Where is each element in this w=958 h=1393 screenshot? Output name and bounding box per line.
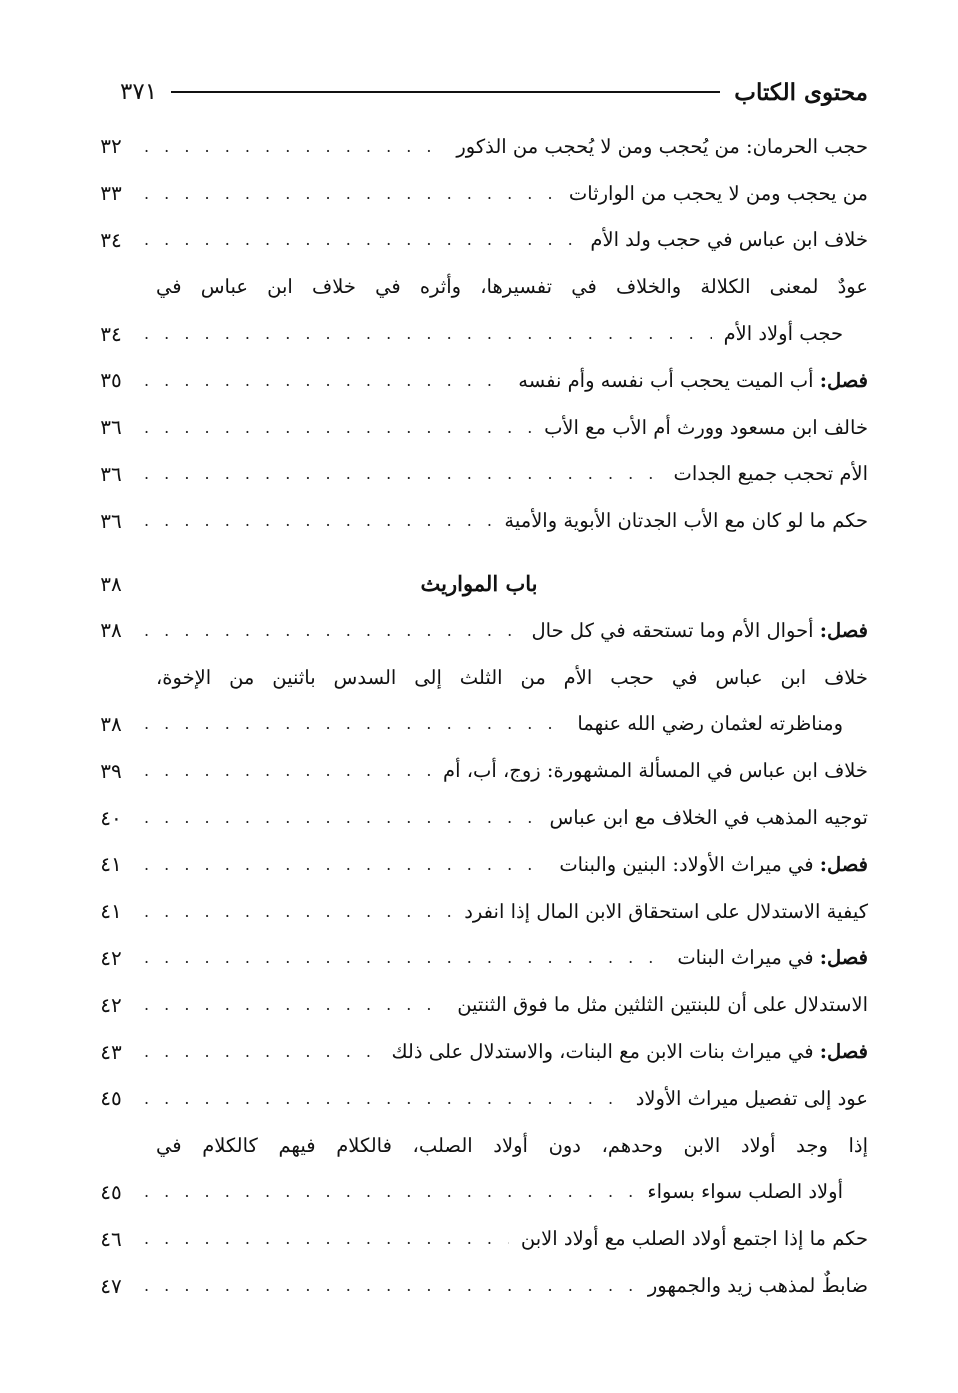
toc-entry <box>90 217 868 264</box>
section-heading-row <box>90 560 868 607</box>
entry-label <box>677 946 868 969</box>
toc-entry <box>90 888 868 935</box>
entry-label-line1: إذا وجد أولاد الابن وحدهم، دون أولاد الصلب، فالكلام فيهم كالكلام في <box>156 1133 868 1157</box>
entry-text: في ميراث البنات <box>677 946 814 970</box>
entry-page: ٣٩ <box>100 758 122 783</box>
leader-dots <box>144 995 445 1014</box>
leader-dots <box>144 714 565 733</box>
entry-page: ٣٦ <box>100 461 122 486</box>
entry-page: ٤٢ <box>100 945 122 970</box>
entry-page: ٤٣ <box>100 1039 122 1064</box>
entry-page: ٤٥ <box>100 1086 122 1111</box>
toc-entry-first-line <box>90 263 868 310</box>
entry-page: ٣٦ <box>100 415 122 440</box>
fasl-label: فصل: <box>819 852 868 876</box>
entry-page: ٣٤ <box>100 227 122 252</box>
toc-entry-continuation <box>90 310 868 357</box>
page-number: ٣٧١ <box>120 79 158 105</box>
fasl-label: فصل: <box>819 368 868 392</box>
toc-entry <box>90 170 868 217</box>
entry-page: ٤٥ <box>100 1179 122 1204</box>
leader-dots <box>144 1182 635 1201</box>
entry-page: ٤٠ <box>100 805 122 830</box>
toc-entry <box>90 497 868 544</box>
entry-text: في ميراث بنات الابن مع البنات، والاستدلال على ذلك <box>391 1040 814 1064</box>
leader-dots <box>144 230 578 249</box>
entry-text: أحوال الأم وما تستحقه في كل حال <box>531 618 814 642</box>
leader-dots <box>144 1229 509 1248</box>
toc-entry <box>90 607 868 654</box>
toc-entry-continuation <box>90 1169 868 1216</box>
toc-entry <box>90 841 868 888</box>
fasl-label: فصل: <box>819 618 868 642</box>
leader-dots <box>144 324 712 343</box>
toc-entry <box>90 747 868 794</box>
entry-label <box>531 619 868 642</box>
running-title: محتوى الكتاب <box>734 78 868 106</box>
toc-entry-continuation <box>90 701 868 748</box>
toc-entry <box>90 1075 868 1122</box>
entry-label <box>391 1040 868 1063</box>
leader-dots <box>144 1089 624 1108</box>
entry-label: الأم تحجب جميع الجدات <box>673 462 868 486</box>
entry-label: كيفية الاستدلال على استحقاق الابن المال إذا انفرد <box>464 899 868 923</box>
toc-entry <box>90 794 868 841</box>
leader-dots <box>144 371 506 390</box>
entry-label: حكم ما إذا اجتمع أولاد الصلب مع أولاد الابن <box>520 1227 868 1251</box>
fasl-label: فصل: <box>819 1040 868 1064</box>
entry-page: ٤١ <box>100 899 122 924</box>
toc-entry <box>90 981 868 1028</box>
toc-entry <box>90 1262 868 1309</box>
entry-page: ٤٧ <box>100 1273 122 1298</box>
table-of-contents <box>90 123 868 1309</box>
leader-dots <box>144 418 532 437</box>
entry-label: خلاف ابن عباس في حجب ولد الأم <box>590 228 868 252</box>
entry-text: أب الميت يحجب أب نفسه وأم نفسه <box>518 368 814 392</box>
entry-label-line1: عودٌ لمعنى الكلالة والخلاف في تفسيرها، وأثره في خلاف ابن عباس في <box>156 275 868 299</box>
entry-label: خالف ابن مسعود وورث أم الأب مع الأب <box>544 415 868 439</box>
entry-page: ٣٢ <box>100 134 122 159</box>
entry-label: عود إلى تفصيل ميراث الأولاد <box>635 1086 868 1110</box>
entry-label: من يحجب ومن لا يحجب من الوارثات <box>568 181 868 205</box>
entry-page: ٣٤ <box>100 321 122 346</box>
entry-text: في ميراث الأولاد: البنين والبنات <box>559 852 814 876</box>
entry-page: ٣٨ <box>100 618 122 643</box>
entry-page: ٤٦ <box>100 1226 122 1251</box>
entry-label: أولاد الصلب سواء بسواء <box>647 1180 843 1204</box>
leader-dots <box>144 902 452 921</box>
page-header <box>120 72 868 112</box>
leader-dots <box>144 948 665 967</box>
entry-page: ٣٦ <box>100 508 122 533</box>
entry-label <box>518 369 868 392</box>
entry-label-line1: خلاف ابن عباس في حجب الأم من الثلث إلى السدس باثنين من الإخوة، <box>156 665 868 689</box>
leader-dots <box>144 855 547 874</box>
section-page: ٣٨ <box>100 571 122 596</box>
entry-label: توجيه المذهب في الخلاف مع ابن عباس <box>549 806 868 830</box>
leader-dots <box>144 808 537 827</box>
toc-entry <box>90 451 868 498</box>
entry-label: الاستدلال على أن للبنتين الثلثين مثل ما فوق الثنتين <box>457 993 868 1017</box>
entry-label: خلاف ابن عباس في المسألة المشهورة: زوج، أب، أم <box>443 759 868 783</box>
leader-dots <box>144 621 519 640</box>
toc-entry-first-line <box>90 654 868 701</box>
entry-label: ومناظرته لعثمان رضي الله عنهما <box>577 712 843 736</box>
entry-page: ٣٥ <box>100 368 122 393</box>
entry-label: ضابطٌ لمذهب زيد والجمهور <box>647 1274 868 1298</box>
entry-page: ٤١ <box>100 852 122 877</box>
leader-dots <box>144 184 557 203</box>
toc-entry <box>90 1028 868 1075</box>
entry-label <box>559 853 868 876</box>
toc-entry <box>90 404 868 451</box>
fasl-label: فصل: <box>819 946 868 970</box>
toc-entry-first-line <box>90 1122 868 1169</box>
header-rule <box>171 91 720 93</box>
toc-entry <box>90 935 868 982</box>
leader-dots <box>144 137 444 156</box>
section-title: باب المواريث <box>420 571 538 597</box>
entry-page: ٤٢ <box>100 992 122 1017</box>
entry-label: حجب أولاد الأم <box>723 322 843 346</box>
toc-entry <box>90 357 868 404</box>
toc-entry <box>90 1215 868 1262</box>
leader-dots <box>144 464 661 483</box>
leader-dots <box>144 761 431 780</box>
entry-label: حكم ما لو كان مع الأب الجدتان الأبوية والأمية <box>504 509 868 533</box>
leader-dots <box>144 1276 636 1295</box>
entry-label: حجب الحرمان: من يُحجب ومن لا يُحجب من الذكور <box>456 134 868 158</box>
toc-entry <box>90 123 868 170</box>
leader-dots <box>144 511 492 530</box>
leader-dots <box>144 1042 379 1061</box>
entry-page: ٣٣ <box>100 181 122 206</box>
entry-page: ٣٨ <box>100 711 122 736</box>
section-gap <box>90 544 868 560</box>
